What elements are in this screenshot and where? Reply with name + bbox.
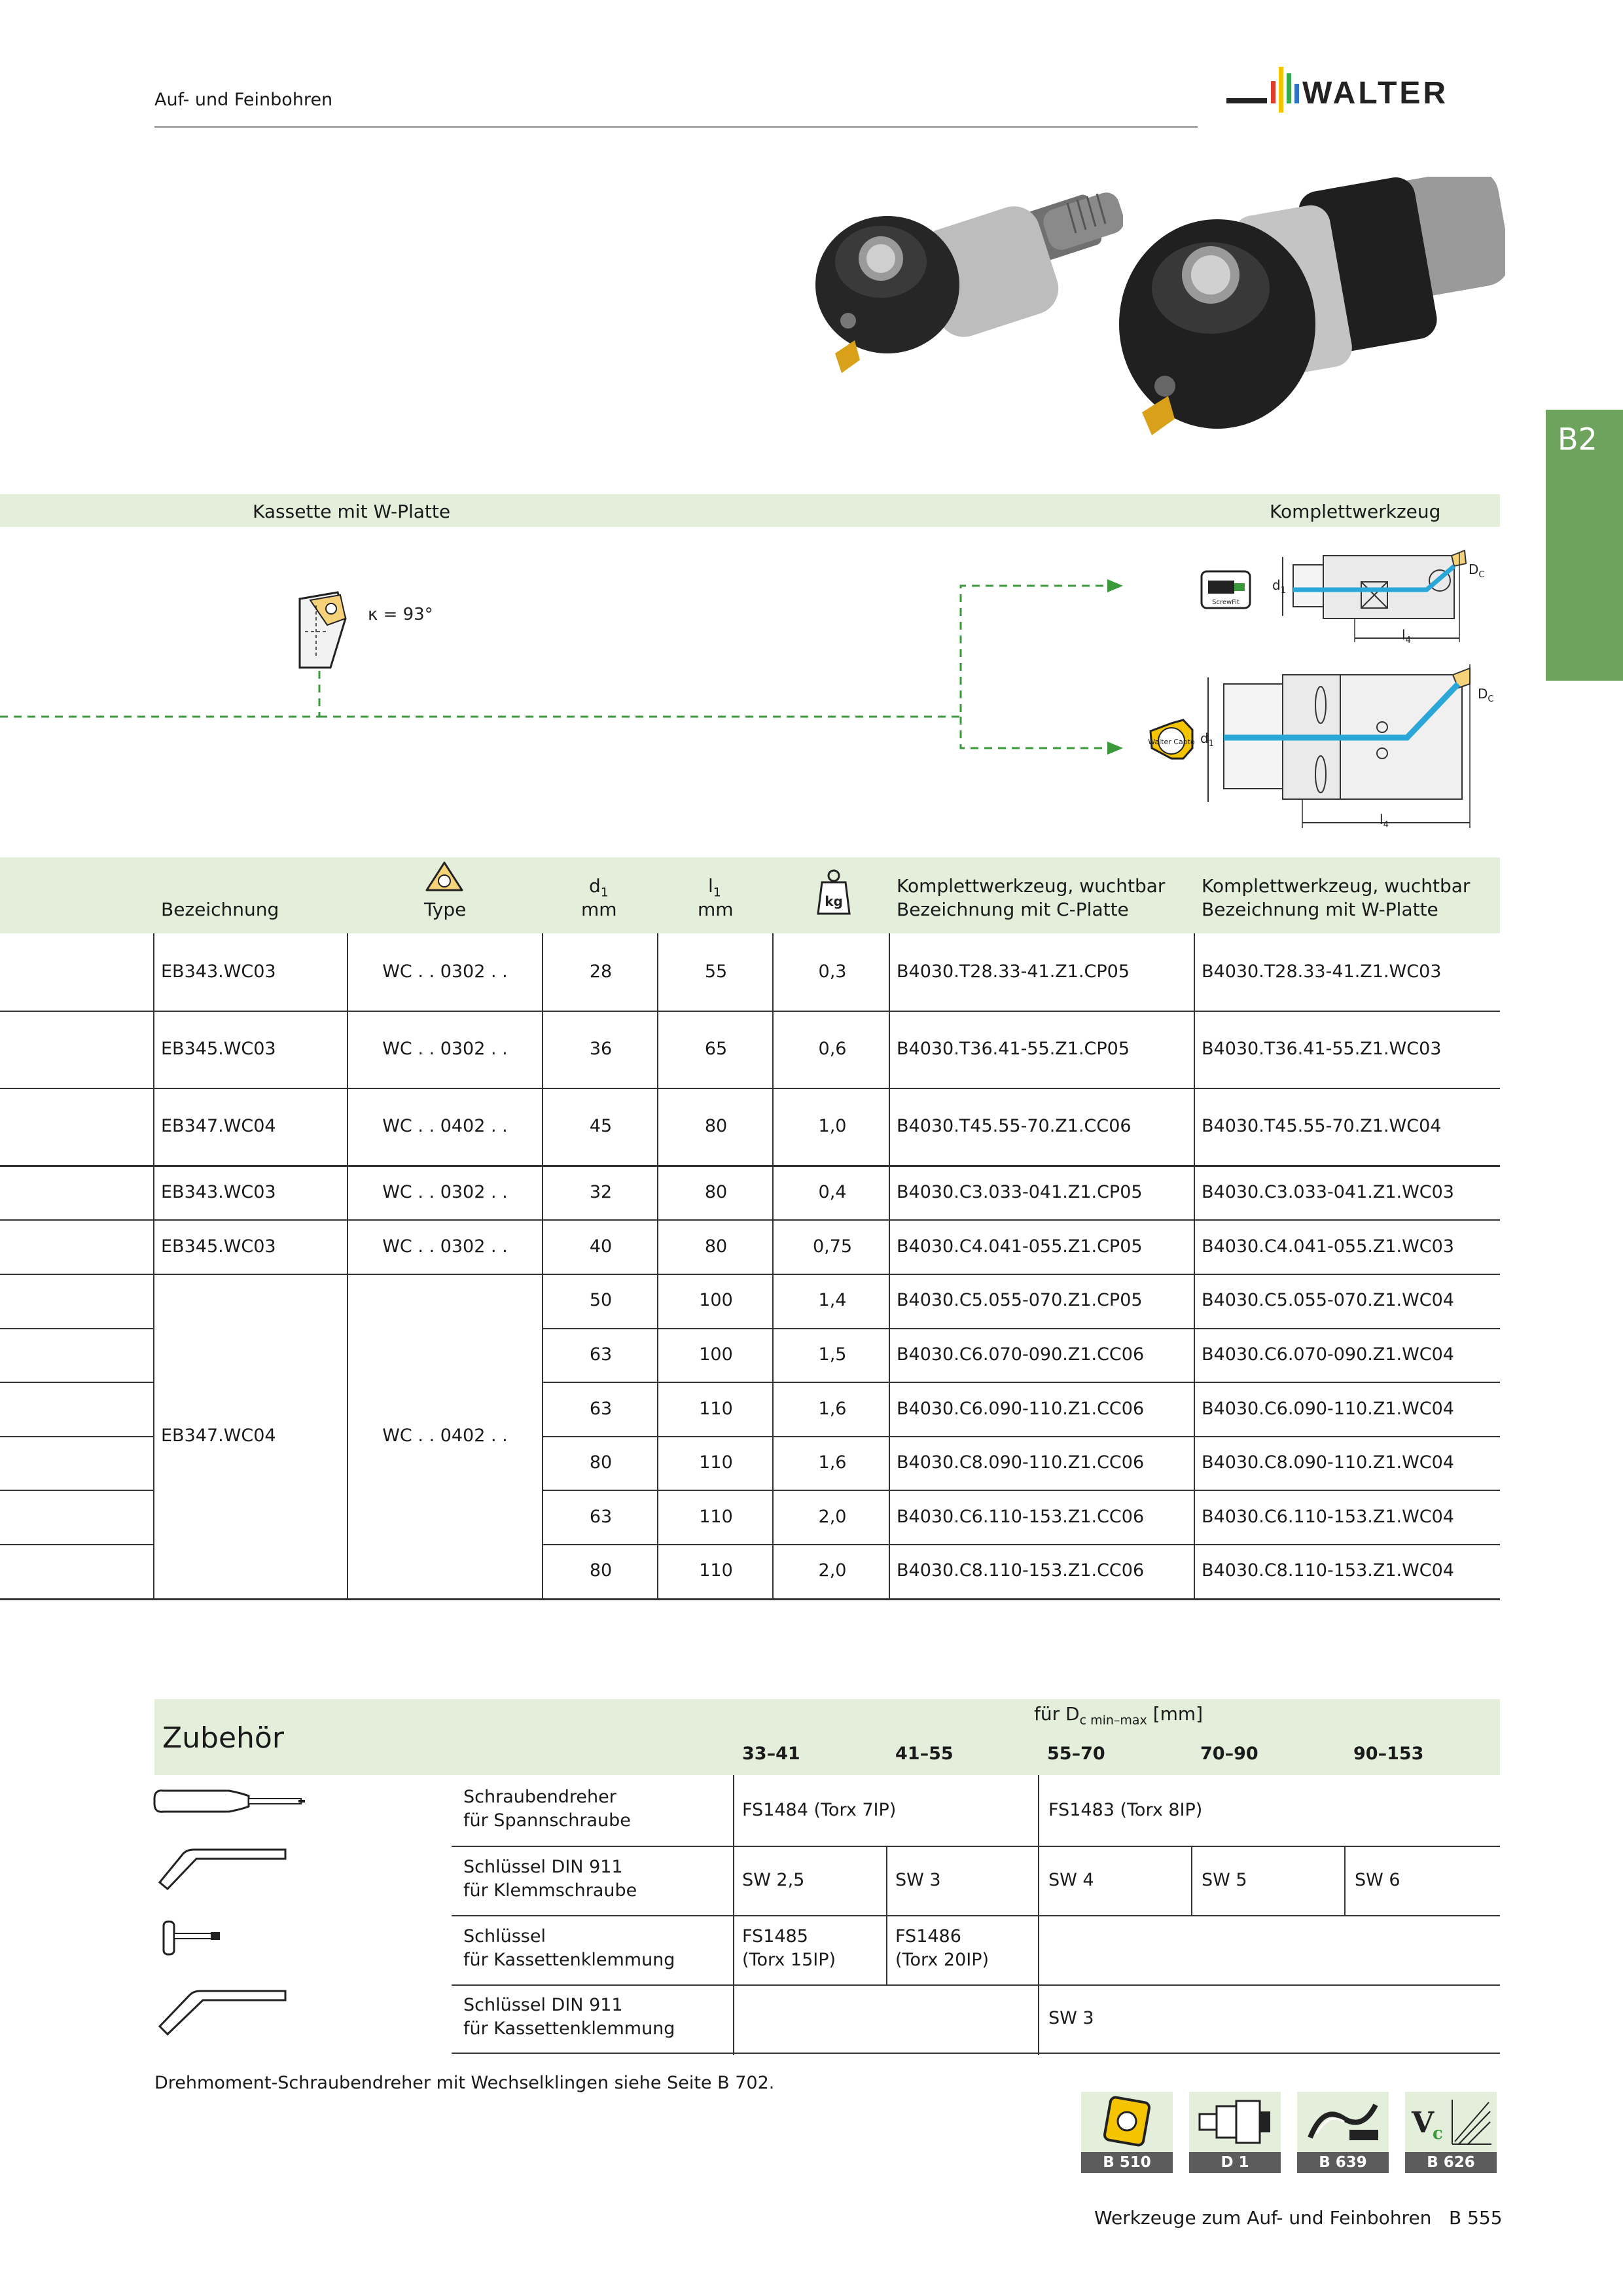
col-divider <box>153 1544 154 1598</box>
cell-d1: 32 <box>589 1181 613 1202</box>
accessory-cell: SW 5 <box>1202 1870 1247 1890</box>
cell-c: B4030.C6.070-090.Z1.CC06 <box>897 1344 1145 1365</box>
accessory-cell: Schraubendreher <box>463 1787 616 1807</box>
col-c-plate-1: Komplettwerkzeug, wuchtbar <box>897 875 1166 897</box>
accessory-cell: für Klemmschraube <box>463 1880 637 1901</box>
cell-bez: EB345.WC03 <box>161 1236 276 1257</box>
cell-kg: 1,4 <box>818 1290 847 1311</box>
col-divider <box>889 1490 890 1544</box>
col-divider <box>772 1219 774 1274</box>
col-bezeichnung: Bezeichnung <box>161 899 279 920</box>
cell-d1: 80 <box>589 1452 613 1473</box>
col-divider <box>1194 1274 1195 1328</box>
col-divider <box>889 1165 890 1219</box>
accessory-col-divider <box>1038 1775 1039 2055</box>
col-divider <box>347 1088 348 1165</box>
cell-d1: 80 <box>589 1560 613 1581</box>
col-divider <box>347 933 348 1011</box>
dc-label-bottom: $D_C$ <box>1478 686 1494 704</box>
cell-w: B4030.C6.090-110.Z1.WC04 <box>1202 1398 1454 1419</box>
cell-d1: 36 <box>589 1039 613 1059</box>
cell-d1: 63 <box>589 1398 613 1419</box>
section-title: Auf- und Feinbohren <box>154 90 333 110</box>
accessory-cell: für Kassettenklemmung <box>463 2018 675 2039</box>
cell-d1: 45 <box>589 1116 613 1136</box>
insert-icon <box>1081 2092 1173 2152</box>
ref-b626[interactable]: V c B 626 <box>1405 2092 1497 2174</box>
range-header: 70–90 <box>1200 1744 1258 1764</box>
cell-w: B4030.C6.070-090.Z1.WC04 <box>1202 1344 1454 1365</box>
cell-kg: 1,6 <box>818 1452 847 1473</box>
page-number: B 555 <box>1449 2207 1503 2229</box>
dc-range-label: für $D_{c min-max}$ [mm] <box>1034 1703 1204 1728</box>
complete-tool-label: Komplettwerkzeug <box>1270 501 1441 522</box>
cell-w: B4030.T28.33-41.Z1.WC03 <box>1202 961 1442 982</box>
col-divider <box>153 933 154 1011</box>
col-divider <box>542 1544 543 1598</box>
col-divider <box>657 933 658 1011</box>
ref-b510[interactable]: B 510 <box>1081 2092 1173 2174</box>
col-divider <box>542 1219 543 1274</box>
col-divider <box>657 1088 658 1165</box>
col-divider <box>542 1165 543 1219</box>
accessory-cell: für Kassettenklemmung <box>463 1950 675 1970</box>
col-w-plate-1: Komplettwerkzeug, wuchtbar <box>1202 875 1471 897</box>
row-divider <box>542 1382 1500 1383</box>
col-divider <box>889 1274 890 1328</box>
l4-label-bottom: $l_4$ <box>1380 812 1389 830</box>
cell-l1: 55 <box>704 961 728 982</box>
accessories-title: Zubehör <box>162 1721 284 1755</box>
col-divider <box>153 1328 154 1382</box>
accessory-cell: (Torx 15IP) <box>742 1950 836 1970</box>
col-divider <box>772 1088 774 1165</box>
col-divider <box>889 1544 890 1598</box>
cell-type: WC . . 0402 . . <box>382 1425 508 1446</box>
accessory-col-divider <box>1344 1846 1346 1915</box>
col-divider <box>1194 1382 1195 1436</box>
col-divider <box>889 1328 890 1382</box>
col-divider <box>1194 1544 1195 1598</box>
col-divider <box>542 933 543 1011</box>
cell-l1: 100 <box>699 1344 733 1365</box>
cell-kg: 0,4 <box>818 1181 847 1202</box>
footer-title: Werkzeuge zum Auf- und Feinbohren <box>1094 2207 1432 2229</box>
cell-w: B4030.C8.090-110.Z1.WC04 <box>1202 1452 1454 1473</box>
col-divider <box>347 1165 348 1219</box>
col-divider <box>153 1011 154 1088</box>
col-divider <box>542 1490 543 1544</box>
accessories-header <box>154 1699 1500 1775</box>
screwdriver-icon <box>154 1791 305 1812</box>
cell-type: WC . . 0302 . . <box>382 1039 508 1059</box>
cell-l1: 80 <box>704 1116 728 1136</box>
accessory-cell: SW 6 <box>1355 1870 1400 1890</box>
col-divider <box>542 1328 543 1382</box>
col-c-plate-2: Bezeichnung mit C-Platte <box>897 899 1129 920</box>
insert-type-icon <box>423 860 466 897</box>
t-handle-key-icon <box>164 1922 220 1954</box>
cell-type: WC . . 0402 . . <box>382 1116 508 1136</box>
col-divider <box>657 1328 658 1382</box>
cell-kg: 1,5 <box>818 1344 847 1365</box>
table-bottom-rule <box>0 1598 1500 1600</box>
allen-key-icon <box>160 1850 285 1889</box>
small-tool-drawing <box>1283 550 1466 642</box>
ref-b639[interactable]: B 639 <box>1297 2092 1389 2174</box>
cell-w: B4030.C3.033-041.Z1.WC03 <box>1202 1181 1454 1202</box>
col-d1-unit: mm <box>581 899 617 920</box>
accessory-col-divider <box>1191 1846 1192 1915</box>
cassette-drawing <box>300 592 346 668</box>
col-divider <box>1194 1088 1195 1165</box>
cell-bez: EB343.WC03 <box>161 1181 276 1202</box>
svg-text:kg: kg <box>825 893 843 909</box>
chapter-tab-label: B2 <box>1558 422 1597 457</box>
cell-c: B4030.C6.110-153.Z1.CC06 <box>897 1506 1145 1527</box>
walter-logo <box>1226 63 1501 126</box>
assembly-diagram <box>0 527 1500 854</box>
range-header: 33–41 <box>742 1744 800 1764</box>
cell-c: B4030.T45.55-70.Z1.CC06 <box>897 1116 1132 1136</box>
col-divider <box>1194 1219 1195 1274</box>
accessory-cell: Schlüssel DIN 911 <box>463 1857 623 1877</box>
col-divider <box>889 1436 890 1490</box>
col-divider <box>772 1165 774 1219</box>
range-header: 55–70 <box>1047 1744 1105 1764</box>
col-divider <box>347 1490 348 1544</box>
chip-flow-icon <box>1297 2092 1389 2152</box>
cell-c: B4030.C3.033-041.Z1.CP05 <box>897 1181 1143 1202</box>
col-l1: $l_1$ <box>708 875 721 900</box>
row-divider <box>542 1544 1500 1545</box>
cell-w: B4030.C8.110-153.Z1.WC04 <box>1202 1560 1454 1581</box>
cell-w: B4030.C5.055-070.Z1.WC04 <box>1202 1290 1454 1311</box>
col-divider <box>772 1490 774 1544</box>
col-divider <box>657 1382 658 1436</box>
col-divider <box>657 1165 658 1219</box>
col-divider <box>153 1382 154 1436</box>
dashed-connector <box>0 586 1113 748</box>
cell-c: B4030.C8.110-153.Z1.CC06 <box>897 1560 1145 1581</box>
col-divider <box>347 1011 348 1088</box>
col-divider <box>657 1436 658 1490</box>
row-divider <box>0 1328 153 1329</box>
row-divider <box>0 1544 153 1545</box>
diagram-band <box>0 494 1500 527</box>
col-divider <box>1194 1165 1195 1219</box>
svg-text:V: V <box>1412 2106 1435 2140</box>
col-divider <box>542 1436 543 1490</box>
col-divider <box>1194 1436 1195 1490</box>
l4-label-top: $l_4$ <box>1402 627 1411 645</box>
range-header: 90–153 <box>1353 1744 1424 1764</box>
cell-type: WC . . 0302 . . <box>382 1236 508 1257</box>
cell-w: B4030.C4.041-055.Z1.WC03 <box>1202 1236 1454 1257</box>
screwfit-icon <box>1202 571 1250 608</box>
accessory-cell: SW 4 <box>1048 1870 1094 1890</box>
accessory-row-divider <box>452 1984 1500 1986</box>
col-divider <box>347 1544 348 1598</box>
cell-w: B4030.T36.41-55.Z1.WC03 <box>1202 1039 1442 1059</box>
ref-d1[interactable]: D 1 <box>1189 2092 1281 2174</box>
row-divider <box>0 1088 1500 1089</box>
accessory-cell: FS1485 <box>742 1926 808 1946</box>
col-divider <box>889 1011 890 1088</box>
cell-l1: 110 <box>699 1452 733 1473</box>
accessory-cell: Schlüssel DIN 911 <box>463 1995 623 2015</box>
accessory-col-divider <box>733 1775 734 2055</box>
cell-w: B4030.T45.55-70.Z1.WC04 <box>1202 1116 1442 1136</box>
svg-text:Walter Capto: Walter Capto <box>1148 738 1195 746</box>
row-divider <box>0 1382 153 1383</box>
cell-kg: 0,6 <box>818 1039 847 1059</box>
col-divider <box>657 1490 658 1544</box>
cell-d1: 63 <box>589 1506 613 1527</box>
table-header <box>0 857 1500 933</box>
col-divider <box>347 1274 348 1328</box>
accessory-cell: FS1484 (Torx 7IP) <box>742 1800 897 1820</box>
cell-c: B4030.C6.090-110.Z1.CC06 <box>897 1398 1145 1419</box>
col-divider <box>153 1219 154 1274</box>
accessory-cell: Schlüssel <box>463 1926 546 1946</box>
cell-kg: 1,6 <box>818 1398 847 1419</box>
row-divider <box>542 1436 1500 1437</box>
cell-c: B4030.C4.041-055.Z1.CP05 <box>897 1236 1143 1257</box>
cell-c: B4030.T28.33-41.Z1.CP05 <box>897 961 1130 982</box>
weight-icon <box>815 867 852 919</box>
accessory-cell: SW 3 <box>895 1870 941 1890</box>
cell-kg: 0,75 <box>812 1236 853 1257</box>
col-divider <box>657 1011 658 1088</box>
cell-kg: 2,0 <box>818 1560 847 1581</box>
accessory-cell: (Torx 20IP) <box>895 1950 990 1970</box>
cell-kg: 0,3 <box>818 961 847 982</box>
col-divider <box>1194 1328 1195 1382</box>
col-divider <box>153 1490 154 1544</box>
cell-bez: EB347.WC04 <box>161 1116 276 1136</box>
col-divider <box>1194 1011 1195 1088</box>
col-divider <box>153 1436 154 1490</box>
row-divider <box>0 1011 1500 1012</box>
accessory-row-divider <box>452 1846 1500 1847</box>
kappa-angle: κ = 93° <box>368 605 433 624</box>
col-divider <box>657 1219 658 1274</box>
cell-l1: 110 <box>699 1560 733 1581</box>
col-divider <box>889 1088 890 1165</box>
cell-c: B4030.C8.090-110.Z1.CC06 <box>897 1452 1145 1473</box>
col-divider <box>772 1274 774 1328</box>
cell-c: B4030.T36.41-55.Z1.CP05 <box>897 1039 1130 1059</box>
d1-label-top: $d_1$ <box>1272 577 1286 596</box>
row-divider <box>0 1165 1500 1167</box>
row-divider <box>0 1219 1500 1221</box>
cell-kg: 2,0 <box>818 1506 847 1527</box>
d1-label-bottom: $d_1$ <box>1200 730 1214 749</box>
col-divider <box>153 1088 154 1165</box>
col-divider <box>889 933 890 1011</box>
col-divider <box>889 1382 890 1436</box>
svg-text:c: c <box>1433 2124 1443 2144</box>
large-boring-tool-photo <box>1113 177 1505 452</box>
col-divider <box>772 1382 774 1436</box>
row-divider <box>542 1490 1500 1491</box>
col-d1: $d_1$ <box>589 875 609 900</box>
large-tool-drawing <box>1208 664 1470 828</box>
capto-icon <box>1148 720 1195 759</box>
row-divider <box>0 1436 153 1437</box>
accessory-cell: FS1483 (Torx 8IP) <box>1048 1800 1203 1820</box>
header-rule <box>154 126 1198 128</box>
cell-l1: 110 <box>699 1506 733 1527</box>
brand-text: WALTER <box>1302 76 1449 111</box>
cell-w: B4030.C6.110-153.Z1.WC04 <box>1202 1506 1454 1527</box>
col-divider <box>1194 933 1195 1011</box>
cell-d1: 28 <box>589 961 613 982</box>
range-header: 41–55 <box>895 1744 954 1764</box>
col-divider <box>772 933 774 1011</box>
arrow-bottom <box>1107 742 1123 755</box>
cell-d1: 50 <box>589 1290 613 1311</box>
col-divider <box>657 1544 658 1598</box>
cutting-data-icon <box>1405 2092 1497 2152</box>
accessory-cell: SW 3 <box>1048 2008 1094 2028</box>
svg-text:ScrewFit: ScrewFit <box>1212 599 1240 606</box>
accessory-col-divider <box>886 1846 887 1984</box>
row-divider <box>0 1274 1500 1275</box>
col-divider <box>772 1544 774 1598</box>
cell-type: WC . . 0302 . . <box>382 961 508 982</box>
small-boring-tool-photo <box>809 177 1123 399</box>
cell-bez: EB345.WC03 <box>161 1039 276 1059</box>
cell-l1: 65 <box>704 1039 728 1059</box>
accessory-tool-icons <box>151 1784 360 2046</box>
row-divider <box>542 1328 1500 1329</box>
col-divider <box>153 1165 154 1219</box>
col-divider <box>889 1219 890 1274</box>
col-divider <box>347 1219 348 1274</box>
chapter-tab[interactable] <box>1546 410 1623 681</box>
allen-key-icon-2 <box>160 1991 285 2034</box>
cell-bez: EB347.WC04 <box>161 1425 276 1446</box>
accessory-cell: FS1486 <box>895 1926 961 1946</box>
col-divider <box>542 1274 543 1328</box>
accessory-cell: für Spannschraube <box>463 1810 631 1831</box>
cassette-label: Kassette mit W-Platte <box>253 501 451 522</box>
cell-type: WC . . 0302 . . <box>382 1181 508 1202</box>
cell-l1: 100 <box>699 1290 733 1311</box>
cell-l1: 80 <box>704 1236 728 1257</box>
accessory-row-divider <box>452 2053 1500 2054</box>
accessory-row-divider <box>452 1915 1500 1916</box>
cell-l1: 80 <box>704 1181 728 1202</box>
cell-d1: 63 <box>589 1344 613 1365</box>
arrow-top <box>1107 579 1123 592</box>
row-divider <box>0 1490 153 1491</box>
col-l1-unit: mm <box>698 899 734 920</box>
cell-l1: 110 <box>699 1398 733 1419</box>
col-divider <box>347 1328 348 1382</box>
adapter-icon <box>1189 2092 1281 2152</box>
footnote: Drehmoment-Schraubendreher mit Wechselklingen siehe Seite B 702. <box>154 2073 775 2093</box>
col-divider <box>657 1274 658 1328</box>
col-divider <box>772 1011 774 1088</box>
col-divider <box>1194 1490 1195 1544</box>
col-divider <box>153 1274 154 1328</box>
col-w-plate-2: Bezeichnung mit W-Platte <box>1202 899 1438 920</box>
col-divider <box>542 1011 543 1088</box>
col-divider <box>772 1436 774 1490</box>
col-divider <box>542 1382 543 1436</box>
cell-d1: 40 <box>589 1236 613 1257</box>
col-divider <box>772 1328 774 1382</box>
accessory-cell: SW 2,5 <box>742 1870 805 1890</box>
dc-label-top: $D_C$ <box>1469 562 1485 580</box>
cell-bez: EB343.WC03 <box>161 961 276 982</box>
cell-kg: 1,0 <box>818 1116 847 1136</box>
col-divider <box>542 1088 543 1165</box>
cell-c: B4030.C5.055-070.Z1.CP05 <box>897 1290 1143 1311</box>
col-type: Type <box>424 899 467 920</box>
